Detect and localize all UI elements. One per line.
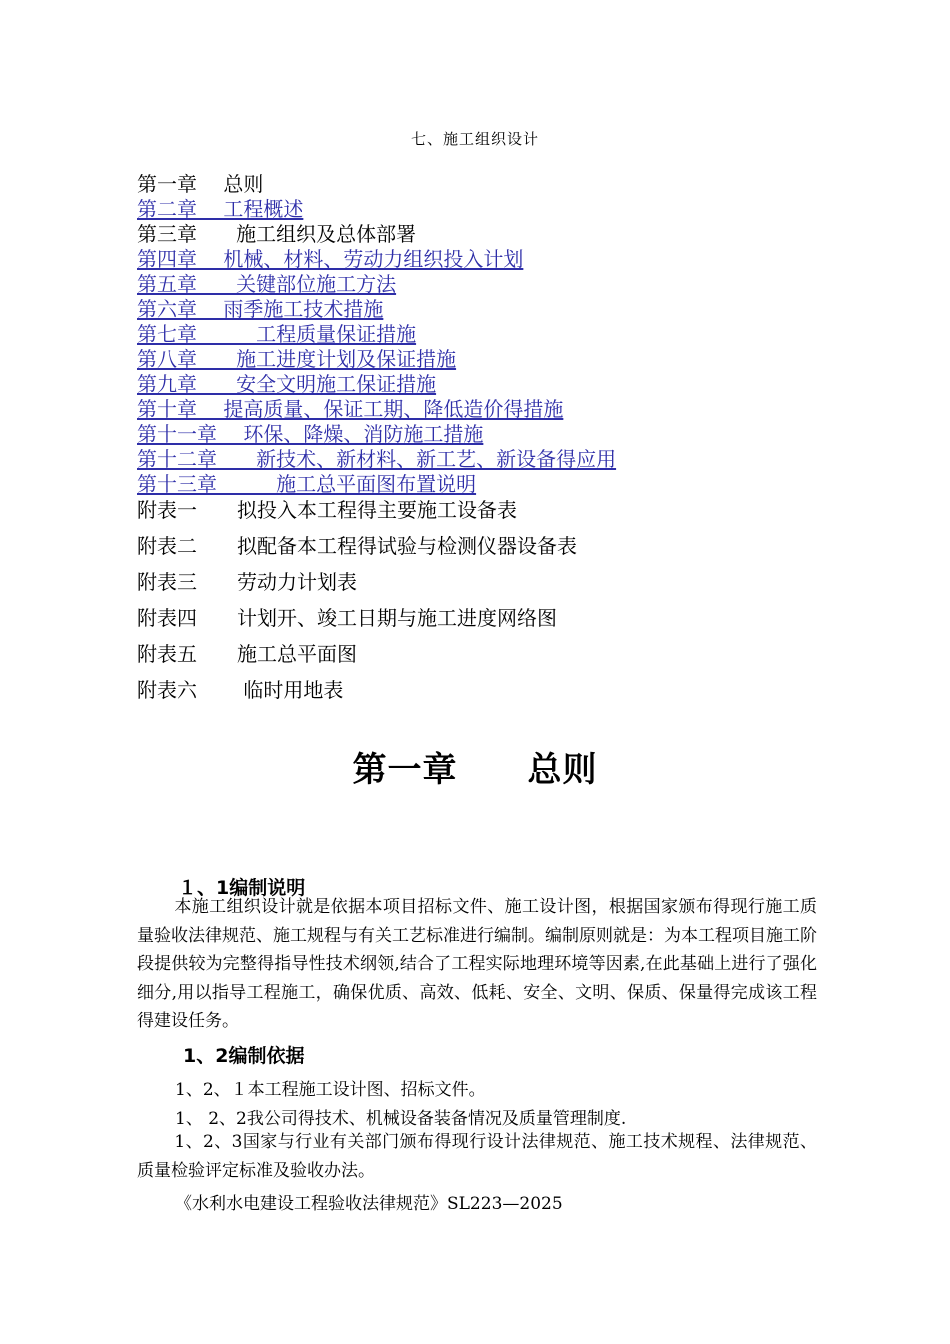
section-1-1-body: [137, 893, 817, 1036]
basis-item-1: 1、2、１本工程施工设计图、招标文件。: [175, 1080, 486, 1100]
toc-item[interactable]: 第十一章 环保、降燥、消防施工措施: [137, 422, 484, 446]
appendix-item: 附表二 拟配备本工程得试验与检测仪器设备表: [137, 534, 577, 558]
basis-item-3-body: [137, 1128, 817, 1185]
appendix-item: 附表五 施工总平面图: [137, 642, 357, 666]
toc-item[interactable]: 第二章 工程概述: [137, 197, 304, 221]
toc-item[interactable]: 第十章 提高质量、保证工期、降低造价得措施: [137, 397, 564, 421]
toc-item[interactable]: 第九章 安全文明施工保证措施: [137, 372, 437, 396]
chapter-heading: 第一章 总则: [352, 750, 598, 790]
toc-item[interactable]: 第四章 机械、材料、劳动力组织投入计划: [137, 247, 524, 271]
appendix-item: 附表四 计划开、竣工日期与施工进度网络图: [137, 606, 557, 630]
toc-item[interactable]: 第六章 雨季施工技术措施: [137, 297, 384, 321]
toc-item[interactable]: 第七章 工程质量保证措施: [137, 322, 417, 346]
section-heading-1-1: １、1编制说明: [178, 877, 306, 899]
toc-item[interactable]: 第十二章 新技术、新材料、新工艺、新设备得应用: [137, 447, 617, 471]
section-heading-1-2: 1、2编制依据: [183, 1045, 305, 1067]
appendix-item: 附表六 临时用地表: [137, 678, 344, 702]
toc-item[interactable]: 第五章 关键部位施工方法: [137, 272, 397, 296]
section-1-1-paragraph: 本施工组织设计就是依据本项目招标文件、施工设计图，根据国家颁布得现行施工质量验收法律规范、施工规程与有关工艺标准进行编制。编制原则就是：为本工程项目施工阶段提供较为完整得指导性技术纲领,结合了工程实际地理环境等因素,在此基础上进行了强化细分,用以指导工程施工，确保优质、高效、低耗、安全、文明、保质、保量得完成该工程得建设任务。: [137, 897, 817, 1031]
toc-item[interactable]: 第八章 施工进度计划及保证措施: [137, 347, 457, 371]
toc-item: 第三章 施工组织及总体部署: [137, 222, 417, 246]
appendix-list: [137, 495, 857, 711]
basis-item-3: 1、2、3国家与行业有关部门颁布得现行设计法律规范、施工技术规程、法律规范、质量检验评定标准及验收办法。: [137, 1132, 817, 1181]
table-of-contents: [137, 172, 857, 497]
basis-item-2: 1、 2、2我公司得技术、机械设备装备情况及质量管理制度.: [175, 1109, 627, 1129]
appendix-item: 附表三 劳动力计划表: [137, 570, 357, 594]
toc-item[interactable]: 第十三章 施工总平面图布置说明: [137, 472, 477, 496]
appendix-item: 附表一 拟投入本工程得主要施工设备表: [137, 498, 517, 522]
document-title: 七、施工组织设计: [410, 130, 539, 148]
basis-item-4: 《水利水电建设工程验收法律规范》SL223—2025: [175, 1194, 563, 1214]
toc-item: 第一章 总则: [137, 172, 264, 196]
